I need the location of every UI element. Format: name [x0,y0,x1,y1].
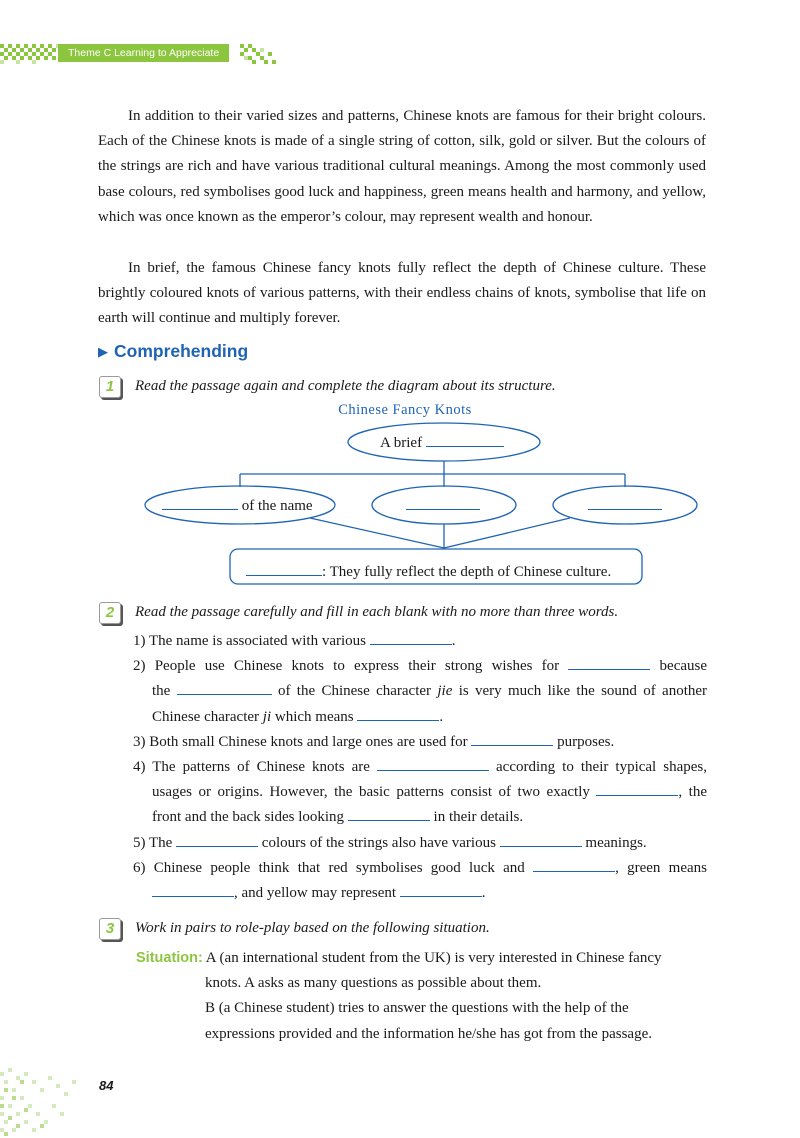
question-text: which means [274,708,354,725]
diagram-top-node-text [380,432,504,453]
situation-text: A (an international student from the UK) is very interested in Chinese fancy [205,950,662,966]
question-text: 3) Both small Chinese knots and large ones are used for [133,733,468,750]
paragraph-1-text: In addition to their varied sizes and patterns, Chinese knots are famous for their bright colours. Each of the Chinese knots is made of a single string of cotton, silk, gold or silver. But the colours of the strings are rich and have various traditional cultural meanings. Among the most commonly used base colours, red symbolises good luck and happiness, green means health and harmony, and yellow, which was once known as the emperor’s colour, may represent wealth and honour. [98,108,706,225]
task-1-instruction: Read the passage again and complete the diagram about its structure. [135,378,556,394]
question-item [133,755,707,831]
answer-blank[interactable] [246,561,322,576]
question-item: 2) People use Chinese knots to express their strong wishes for because the of the Chinese character jie is very much like the sound of another Chinese character ji which means . [133,654,707,730]
question-text: because [659,658,708,675]
situation-block [136,946,708,1047]
answer-blank[interactable] [588,495,662,510]
question-item [133,730,707,755]
question-text: according to their typical shapes, [496,759,708,776]
question-item: 1) The name is associated with various . [133,629,707,654]
question-text: colours of the strings also have various [261,834,496,851]
situation-line: expressions provided and the information he/she has got from the passage. [205,1025,652,1042]
page-number: 84 [99,1078,114,1093]
answer-blank[interactable] [162,495,238,510]
diagram-left-node-text [162,495,313,516]
question-text: 2) People use Chinese knots to express their strong wishes for [133,658,560,675]
answer-blank[interactable] [400,882,482,897]
answer-blank[interactable] [533,857,615,872]
question-item [133,831,707,856]
answer-blank[interactable] [370,630,452,645]
paragraph-2-text: In brief, the famous Chinese fancy knots fully reflect the depth of Chinese culture. These brightly coloured knots of various patterns, with their endless chains of knots, symbolise that life on earth will continue and multiply forever. [98,260,706,327]
question-text: the [152,683,171,700]
diagram-bottom-node-text [246,561,611,582]
task-number-badge: 1 [99,376,121,398]
answer-blank[interactable] [177,680,272,695]
question-text: ji [262,708,272,725]
task-2-instruction: Read the passage carefully and fill in each blank with no more than three words. [135,604,619,620]
diagram-title: Chinese Fancy Knots [338,402,472,418]
question-text: Chinese character [152,708,260,725]
situation-label: Situation: [136,950,203,966]
answer-blank[interactable] [406,495,480,510]
answer-blank[interactable] [357,706,439,721]
question-text: , green means [615,859,707,876]
bottom-node-label: : They fully reflect the depth of Chinese culture. [322,564,612,580]
answer-blank[interactable] [568,655,650,670]
top-node-label: A brief [380,435,423,451]
answer-blank[interactable] [596,781,678,796]
section-heading-text: Comprehending [114,341,249,361]
left-node-label: of the name [241,498,313,514]
answer-blank[interactable] [348,806,430,821]
theme-header-label: Theme C Learning to Appreciate [58,44,229,62]
answer-blank[interactable] [500,832,582,847]
question-text: , and yellow may represent [234,885,397,902]
answer-blank[interactable] [377,756,489,771]
question-text: 6) Chinese people think that red symbolises good luck and [133,859,525,876]
question-text: 5) The [133,834,173,851]
question-text: purposes. [557,733,615,750]
question-text: 4) The patterns of Chinese knots are [133,759,370,776]
question-text: 1) The name is associated with various [133,633,366,649]
answer-blank[interactable] [176,832,258,847]
question-text: in their details. [433,809,524,826]
question-text: meanings. [585,834,647,851]
question-text: is very much like the sound of another [458,683,708,700]
question-text: front and the back sides looking [152,809,345,826]
task-number-badge: 3 [99,918,121,940]
answer-blank[interactable] [471,731,553,746]
task-3-instruction: Work in pairs to role-play based on the following situation. [135,920,490,936]
situation-line: knots. A asks as many questions as possible about them. [205,975,542,992]
question-text: usages or origins. However, the basic patterns consist of two exactly [152,784,590,801]
task-number-badge: 2 [99,602,121,624]
question-text: jie [437,683,453,700]
situation-line: B (a Chinese student) tries to answer the questions with the help of the [205,1000,629,1017]
answer-blank[interactable] [152,882,234,897]
question-text: of the Chinese character [277,683,432,700]
footer-pixel-pattern [0,1068,90,1138]
question-text: , the [678,784,708,801]
triangle-bullet-icon: ▶ [98,344,108,359]
diagram-middle-node-text [406,495,480,516]
answer-blank[interactable] [426,432,504,447]
question-item: 6) Chinese people think that red symbolises good luck and , green means , and yellow may represent . [133,856,707,906]
diagram-right-node-text [588,495,662,516]
question-list [133,629,707,906]
situation-line [136,946,708,971]
